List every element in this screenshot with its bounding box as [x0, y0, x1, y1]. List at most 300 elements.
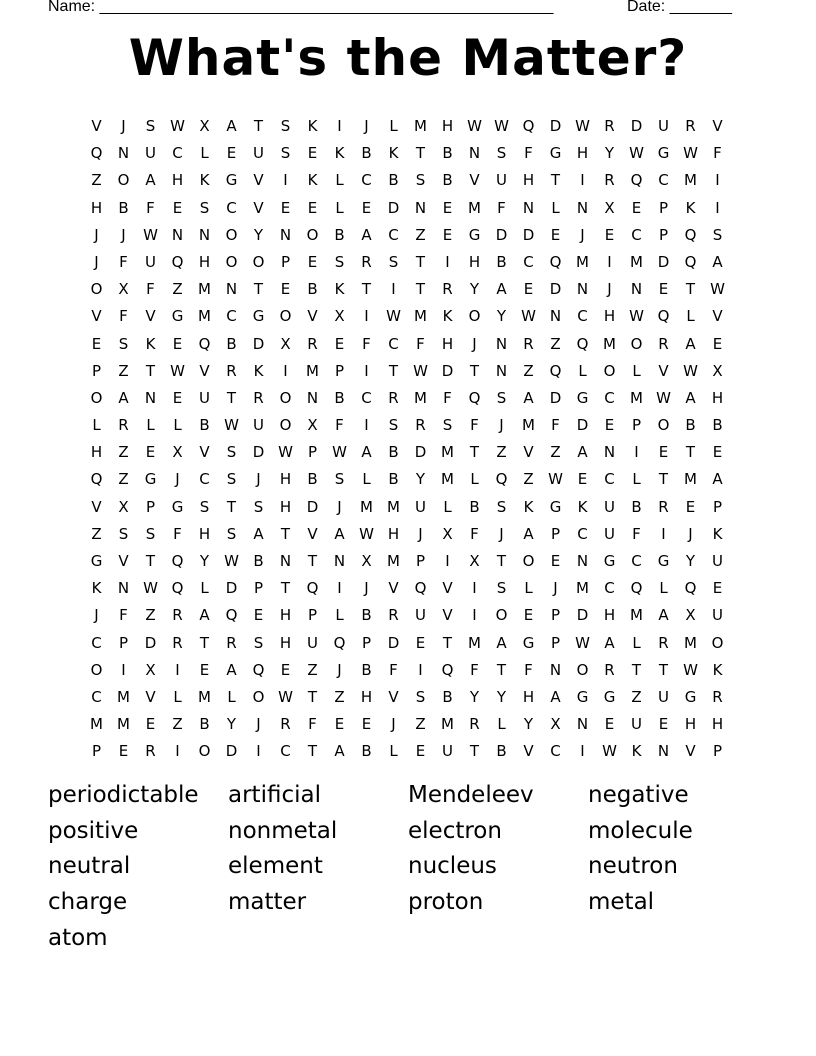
grid-letter[interactable]: F — [524, 660, 533, 679]
grid-letter[interactable]: W — [170, 361, 185, 380]
grid-letter[interactable]: G — [657, 144, 670, 163]
grid-letter[interactable]: M — [630, 252, 643, 271]
grid-letter[interactable]: Z — [172, 280, 183, 299]
grid-letter[interactable]: M — [198, 280, 211, 299]
grid-letter[interactable]: H — [360, 687, 373, 706]
grid-letter[interactable]: T — [469, 443, 480, 462]
grid-letter[interactable]: E — [550, 552, 561, 570]
grid-letter[interactable]: D — [252, 334, 265, 353]
grid-letter[interactable]: N — [468, 144, 481, 163]
grid-letter[interactable]: T — [469, 361, 480, 380]
grid-letter[interactable]: T — [199, 633, 210, 652]
grid-letter[interactable]: P — [550, 524, 561, 543]
grid-letter[interactable]: J — [121, 225, 126, 244]
grid-letter[interactable]: H — [279, 633, 292, 652]
grid-letter[interactable]: G — [549, 144, 562, 163]
grid-letter[interactable]: T — [415, 144, 426, 163]
grid-letter[interactable]: H — [387, 524, 400, 543]
grid-letter[interactable]: J — [94, 606, 99, 625]
grid-letter[interactable]: E — [712, 443, 723, 462]
grid-letter[interactable]: E — [91, 334, 102, 353]
grid-letter[interactable]: Q — [171, 252, 184, 271]
grid-letter[interactable]: I — [364, 416, 369, 435]
grid-letter[interactable]: E — [604, 416, 615, 435]
grid-letter[interactable]: Q — [576, 334, 589, 353]
grid-letter[interactable]: R — [172, 633, 183, 652]
grid-letter[interactable]: B — [361, 144, 372, 163]
grid-letter[interactable]: W — [629, 307, 644, 326]
grid-letter[interactable]: D — [576, 416, 589, 435]
grid-letter[interactable]: V — [442, 579, 453, 598]
grid-letter[interactable]: E — [253, 606, 264, 625]
grid-letter[interactable]: H — [468, 252, 481, 271]
grid-letter[interactable]: V — [199, 361, 210, 380]
grid-letter[interactable]: Y — [253, 225, 264, 244]
grid-letter[interactable]: T — [469, 742, 480, 761]
grid-letter[interactable]: J — [499, 416, 504, 435]
grid-letter[interactable]: P — [91, 361, 102, 380]
grid-letter[interactable]: R — [388, 388, 399, 407]
grid-letter[interactable]: E — [415, 742, 426, 761]
grid-letter[interactable]: J — [337, 497, 342, 516]
grid-letter[interactable]: W — [629, 144, 644, 163]
grid-letter[interactable]: N — [576, 715, 589, 734]
grid-letter[interactable]: L — [632, 361, 641, 380]
grid-letter[interactable]: B — [334, 225, 345, 244]
grid-letter[interactable]: V — [388, 579, 399, 598]
grid-letter[interactable]: B — [199, 416, 210, 435]
grid-letter[interactable]: L — [470, 470, 479, 489]
grid-letter[interactable]: T — [658, 470, 669, 489]
grid-letter[interactable]: I — [661, 524, 666, 543]
grid-letter[interactable]: V — [388, 687, 399, 706]
grid-letter[interactable]: E — [307, 252, 318, 271]
grid-letter[interactable]: T — [226, 497, 237, 516]
grid-letter[interactable]: O — [468, 307, 481, 326]
grid-letter[interactable]: H — [279, 497, 292, 516]
grid-letter[interactable]: J — [688, 524, 693, 543]
grid-letter[interactable]: K — [631, 742, 642, 761]
grid-letter[interactable]: M — [603, 334, 616, 353]
grid-letter[interactable]: W — [224, 416, 239, 435]
grid-letter[interactable]: F — [632, 524, 641, 543]
grid-letter[interactable]: Q — [171, 552, 184, 570]
grid-letter[interactable]: L — [443, 497, 452, 516]
grid-letter[interactable]: E — [334, 715, 345, 734]
grid-letter[interactable]: N — [144, 388, 157, 407]
grid-letter[interactable]: R — [253, 388, 264, 407]
grid-letter[interactable]: C — [577, 524, 588, 543]
grid-letter[interactable]: S — [280, 117, 291, 135]
grid-letter[interactable]: V — [469, 171, 480, 190]
grid-letter[interactable]: K — [685, 198, 696, 217]
grid-letter[interactable]: B — [334, 388, 345, 407]
grid-letter[interactable]: D — [657, 252, 670, 271]
grid-letter[interactable]: S — [388, 416, 399, 435]
grid-letter[interactable]: Z — [631, 687, 642, 706]
grid-letter[interactable]: Q — [171, 579, 184, 598]
grid-letter[interactable]: D — [549, 388, 562, 407]
grid-letter[interactable]: S — [226, 524, 237, 543]
grid-letter[interactable]: M — [576, 252, 589, 271]
grid-letter[interactable]: G — [252, 307, 265, 326]
grid-letter[interactable]: Q — [441, 660, 454, 679]
grid-letter[interactable]: N — [657, 742, 670, 761]
grid-letter[interactable]: S — [442, 416, 453, 435]
grid-letter[interactable]: N — [630, 280, 643, 299]
grid-letter[interactable]: O — [576, 660, 589, 679]
grid-letter[interactable]: W — [602, 742, 617, 761]
grid-letter[interactable]: A — [496, 280, 507, 299]
grid-letter[interactable]: A — [577, 443, 588, 462]
grid-letter[interactable]: P — [307, 606, 318, 625]
grid-letter[interactable]: V — [199, 443, 210, 462]
grid-letter[interactable]: C — [523, 252, 534, 271]
grid-letter[interactable]: Y — [226, 715, 237, 734]
grid-letter[interactable]: Q — [252, 660, 265, 679]
grid-letter[interactable]: E — [307, 144, 318, 163]
grid-letter[interactable]: M — [387, 552, 400, 570]
grid-letter[interactable]: M — [576, 579, 589, 598]
grid-letter[interactable]: C — [226, 198, 237, 217]
grid-letter[interactable]: V — [523, 742, 534, 761]
grid-letter[interactable]: E — [334, 334, 345, 353]
grid-letter[interactable]: J — [94, 252, 99, 271]
grid-letter[interactable]: P — [658, 198, 669, 217]
grid-letter[interactable]: O — [225, 252, 238, 271]
grid-letter[interactable]: Z — [118, 470, 129, 489]
grid-letter[interactable]: L — [173, 687, 182, 706]
grid-letter[interactable]: S — [415, 171, 426, 190]
grid-letter[interactable]: E — [577, 470, 588, 489]
grid-letter[interactable]: O — [90, 388, 103, 407]
grid-letter[interactable]: L — [578, 361, 587, 380]
grid-letter[interactable]: I — [418, 660, 423, 679]
grid-letter[interactable]: Q — [630, 171, 643, 190]
grid-letter[interactable]: G — [171, 307, 184, 326]
grid-letter[interactable]: A — [550, 687, 561, 706]
grid-letter[interactable]: S — [496, 144, 507, 163]
grid-letter[interactable]: A — [523, 388, 534, 407]
grid-letter[interactable]: E — [199, 660, 210, 679]
grid-letter[interactable]: V — [712, 307, 723, 326]
grid-letter[interactable]: T — [145, 552, 156, 570]
grid-letter[interactable]: K — [307, 171, 318, 190]
grid-letter[interactable]: L — [659, 579, 668, 598]
grid-letter[interactable]: Y — [685, 552, 696, 570]
grid-letter[interactable]: X — [361, 552, 372, 570]
grid-letter[interactable]: F — [362, 334, 371, 353]
grid-letter[interactable]: R — [604, 117, 615, 135]
grid-letter[interactable]: L — [92, 416, 101, 435]
grid-letter[interactable]: N — [279, 552, 292, 570]
grid-letter[interactable]: U — [145, 144, 156, 163]
grid-letter[interactable]: T — [307, 552, 318, 570]
grid-letter[interactable]: I — [364, 361, 369, 380]
grid-letter[interactable]: U — [496, 171, 507, 190]
grid-letter[interactable]: U — [307, 633, 318, 652]
grid-letter[interactable]: E — [442, 198, 453, 217]
grid-letter[interactable]: X — [604, 198, 615, 217]
grid-letter[interactable]: L — [686, 307, 695, 326]
grid-letter[interactable]: H — [441, 334, 454, 353]
grid-letter[interactable]: A — [253, 524, 264, 543]
grid-letter[interactable]: U — [253, 416, 264, 435]
grid-letter[interactable]: R — [361, 252, 372, 271]
grid-letter[interactable]: N — [171, 225, 184, 244]
grid-letter[interactable]: Q — [684, 252, 697, 271]
grid-letter[interactable]: W — [575, 117, 590, 135]
grid-letter[interactable]: D — [252, 443, 265, 462]
grid-letter[interactable]: X — [685, 606, 696, 625]
name-field[interactable]: Name: ___________________________________________________ — [48, 0, 554, 15]
grid-letter[interactable]: E — [118, 742, 129, 761]
grid-letter[interactable]: T — [496, 660, 507, 679]
grid-letter[interactable]: F — [443, 388, 452, 407]
grid-letter[interactable]: B — [388, 171, 399, 190]
grid-letter[interactable]: Z — [118, 361, 129, 380]
grid-letter[interactable]: A — [226, 660, 237, 679]
grid-letter[interactable]: C — [388, 334, 399, 353]
grid-letter[interactable]: F — [173, 524, 182, 543]
grid-letter[interactable]: N — [117, 144, 130, 163]
grid-letter[interactable]: I — [607, 252, 612, 271]
grid-letter[interactable]: C — [388, 225, 399, 244]
grid-letter[interactable]: F — [119, 252, 128, 271]
grid-letter[interactable]: C — [604, 470, 615, 489]
grid-letter[interactable]: T — [496, 552, 507, 570]
grid-letter[interactable]: E — [307, 198, 318, 217]
grid-letter[interactable]: Q — [630, 579, 643, 598]
grid-letter[interactable]: T — [307, 742, 318, 761]
grid-letter[interactable]: S — [334, 470, 345, 489]
grid-letter[interactable]: L — [362, 470, 371, 489]
grid-letter[interactable]: J — [121, 117, 126, 135]
grid-letter[interactable]: Y — [199, 552, 210, 570]
grid-letter[interactable]: R — [118, 416, 129, 435]
grid-letter[interactable]: D — [549, 280, 562, 299]
grid-letter[interactable]: T — [226, 388, 237, 407]
grid-letter[interactable]: Z — [91, 171, 102, 190]
grid-letter[interactable]: T — [280, 579, 291, 598]
grid-letter[interactable]: M — [468, 633, 481, 652]
grid-letter[interactable]: R — [658, 633, 669, 652]
grid-letter[interactable]: D — [144, 633, 157, 652]
grid-letter[interactable]: I — [364, 307, 369, 326]
grid-letter[interactable]: N — [279, 225, 292, 244]
grid-letter[interactable]: I — [283, 361, 288, 380]
grid-letter[interactable]: C — [550, 742, 561, 761]
grid-letter[interactable]: Q — [90, 144, 103, 163]
grid-letter[interactable]: Z — [145, 606, 156, 625]
grid-letter[interactable]: N — [576, 280, 589, 299]
grid-letter[interactable]: G — [144, 470, 157, 489]
grid-letter[interactable]: W — [143, 225, 158, 244]
grid-letter[interactable]: B — [685, 416, 696, 435]
grid-letter[interactable]: F — [470, 524, 479, 543]
grid-letter[interactable]: D — [495, 225, 508, 244]
grid-letter[interactable]: W — [710, 280, 725, 299]
grid-letter[interactable]: Z — [523, 361, 534, 380]
grid-letter[interactable]: T — [307, 687, 318, 706]
grid-letter[interactable]: L — [632, 470, 641, 489]
grid-letter[interactable]: Z — [550, 443, 561, 462]
grid-letter[interactable]: D — [576, 606, 589, 625]
grid-letter[interactable]: E — [145, 715, 156, 734]
grid-letter[interactable]: S — [496, 497, 507, 516]
grid-letter[interactable]: B — [388, 443, 399, 462]
grid-letter[interactable]: B — [361, 606, 372, 625]
grid-letter[interactable]: G — [549, 497, 562, 516]
grid-letter[interactable]: E — [658, 280, 669, 299]
grid-letter[interactable]: L — [200, 144, 209, 163]
grid-letter[interactable]: N — [522, 198, 535, 217]
grid-letter[interactable]: Z — [550, 334, 561, 353]
grid-letter[interactable]: Q — [549, 252, 562, 271]
grid-letter[interactable]: C — [91, 633, 102, 652]
grid-letter[interactable]: T — [253, 117, 264, 135]
grid-letter[interactable]: E — [361, 715, 372, 734]
grid-letter[interactable]: U — [253, 144, 264, 163]
grid-letter[interactable]: M — [441, 443, 454, 462]
grid-letter[interactable]: M — [684, 633, 697, 652]
grid-letter[interactable]: L — [524, 579, 533, 598]
grid-letter[interactable]: F — [470, 660, 479, 679]
grid-letter[interactable]: P — [253, 579, 264, 598]
grid-letter[interactable]: O — [90, 660, 103, 679]
grid-letter[interactable]: M — [198, 687, 211, 706]
grid-letter[interactable]: T — [658, 660, 669, 679]
grid-letter[interactable]: M — [117, 687, 130, 706]
grid-letter[interactable]: Q — [495, 470, 508, 489]
grid-letter[interactable]: K — [199, 171, 210, 190]
grid-letter[interactable]: Z — [415, 225, 426, 244]
grid-letter[interactable]: M — [360, 497, 373, 516]
grid-letter[interactable]: T — [685, 443, 696, 462]
grid-letter[interactable]: P — [334, 361, 345, 380]
grid-letter[interactable]: Q — [414, 579, 427, 598]
grid-letter[interactable]: U — [658, 117, 669, 135]
grid-letter[interactable]: F — [308, 715, 317, 734]
grid-letter[interactable]: T — [388, 361, 399, 380]
grid-letter[interactable]: O — [279, 416, 292, 435]
date-field[interactable]: Date: _______ — [627, 0, 732, 15]
grid-letter[interactable]: R — [388, 606, 399, 625]
grid-letter[interactable]: Y — [496, 307, 507, 326]
grid-letter[interactable]: M — [441, 715, 454, 734]
grid-letter[interactable]: T — [685, 280, 696, 299]
grid-letter[interactable]: I — [445, 552, 450, 570]
grid-letter[interactable]: N — [576, 552, 589, 570]
grid-letter[interactable]: O — [252, 687, 265, 706]
grid-letter[interactable]: B — [361, 742, 372, 761]
grid-letter[interactable]: T — [253, 280, 264, 299]
grid-letter[interactable]: D — [306, 497, 319, 516]
grid-letter[interactable]: V — [118, 552, 129, 570]
grid-letter[interactable]: B — [253, 552, 264, 570]
grid-letter[interactable]: C — [631, 225, 642, 244]
grid-letter[interactable]: D — [441, 361, 454, 380]
grid-letter[interactable]: D — [387, 198, 400, 217]
grid-letter[interactable]: M — [414, 388, 427, 407]
grid-letter[interactable]: E — [226, 144, 237, 163]
grid-letter[interactable]: G — [171, 497, 184, 516]
grid-letter[interactable]: V — [253, 171, 264, 190]
grid-letter[interactable]: X — [118, 497, 129, 516]
grid-letter[interactable]: Z — [118, 443, 129, 462]
grid-letter[interactable]: E — [712, 579, 723, 598]
grid-letter[interactable]: L — [335, 606, 344, 625]
grid-letter[interactable]: P — [361, 633, 372, 652]
grid-letter[interactable]: W — [494, 117, 509, 135]
grid-letter[interactable]: B — [712, 416, 723, 435]
grid-letter[interactable]: Y — [415, 470, 426, 489]
grid-letter[interactable]: Y — [469, 280, 480, 299]
grid-letter[interactable]: M — [90, 715, 103, 734]
grid-letter[interactable]: J — [472, 334, 477, 353]
grid-letter[interactable]: C — [577, 307, 588, 326]
grid-letter[interactable]: I — [337, 579, 342, 598]
grid-letter[interactable]: W — [170, 117, 185, 135]
grid-letter[interactable]: K — [388, 144, 399, 163]
grid-letter[interactable]: O — [279, 388, 292, 407]
grid-letter[interactable]: X — [118, 280, 129, 299]
grid-letter[interactable]: C — [226, 307, 237, 326]
grid-letter[interactable]: S — [253, 633, 264, 652]
grid-letter[interactable]: W — [278, 687, 293, 706]
grid-letter[interactable]: L — [551, 198, 560, 217]
grid-letter[interactable]: W — [359, 524, 374, 543]
grid-letter[interactable]: O — [522, 552, 535, 570]
grid-letter[interactable]: P — [712, 497, 723, 516]
grid-letter[interactable]: Q — [198, 334, 211, 353]
grid-letter[interactable]: R — [172, 606, 183, 625]
grid-letter[interactable]: V — [91, 307, 102, 326]
grid-letter[interactable]: P — [550, 606, 561, 625]
grid-letter[interactable]: H — [279, 606, 292, 625]
grid-letter[interactable]: S — [334, 252, 345, 271]
grid-letter[interactable]: V — [442, 606, 453, 625]
grid-letter[interactable]: F — [713, 144, 722, 163]
grid-letter[interactable]: K — [307, 117, 318, 135]
grid-letter[interactable]: P — [550, 633, 561, 652]
grid-letter[interactable]: M — [414, 307, 427, 326]
grid-letter[interactable]: N — [549, 307, 562, 326]
grid-letter[interactable]: X — [469, 552, 480, 570]
grid-letter[interactable]: M — [198, 307, 211, 326]
grid-letter[interactable]: V — [253, 198, 264, 217]
grid-letter[interactable]: M — [468, 198, 481, 217]
grid-letter[interactable]: T — [550, 171, 561, 190]
grid-letter[interactable]: G — [576, 687, 589, 706]
grid-letter[interactable]: Y — [496, 687, 507, 706]
grid-letter[interactable]: U — [145, 252, 156, 271]
grid-letter[interactable]: A — [334, 742, 345, 761]
grid-letter[interactable]: J — [364, 117, 369, 135]
grid-letter[interactable]: B — [631, 497, 642, 516]
grid-letter[interactable]: X — [280, 334, 291, 353]
grid-letter[interactable]: V — [658, 361, 669, 380]
grid-letter[interactable]: V — [685, 742, 696, 761]
grid-letter[interactable]: O — [279, 307, 292, 326]
grid-letter[interactable]: Z — [172, 715, 183, 734]
grid-letter[interactable]: Z — [91, 524, 102, 543]
grid-letter[interactable]: U — [712, 606, 723, 625]
grid-letter[interactable]: O — [252, 252, 265, 271]
grid-letter[interactable]: O — [198, 742, 211, 761]
grid-letter[interactable]: V — [307, 524, 318, 543]
grid-letter[interactable]: A — [361, 225, 372, 244]
